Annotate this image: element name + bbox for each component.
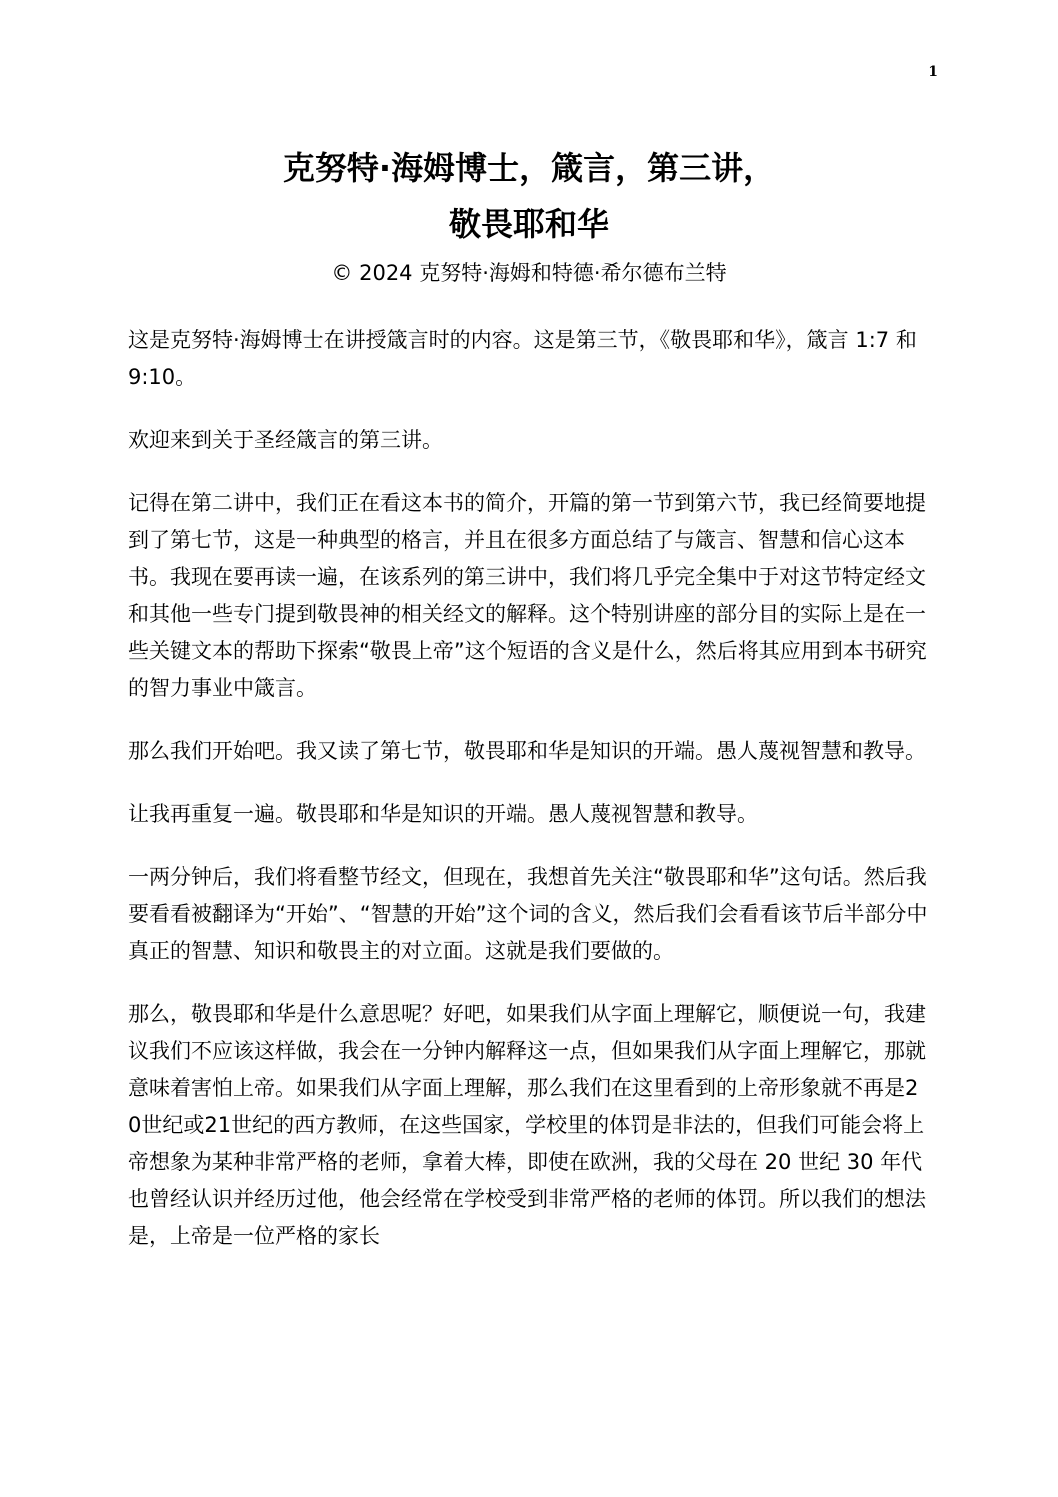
title-line-1: 克努特·海姆博士，箴言，第三讲， — [282, 149, 776, 187]
paragraph-5: 让我再重复一遍。敬畏耶和华是知识的开端。愚人蔑视智慧和教导。 — [128, 802, 758, 826]
paragraph-3: 记得在第二讲中，我们正在看这本书的简介，开篇的第一节到第六节，我已经简要地提到了第七节，这是一种典型的格言，并且在很多方面总结了与箴言、智慧和信心这本书。我现在要再读一遍，在该系列的第三讲中，我们将几乎完全集中于对这节特定经文和其他一些专门提到敬畏神的相关经文的解释。这个特别讲座的部分目的实际上是在一些关键文本的帮助下探索“敬畏上帝”这个短语的含义是什么，然后将其应用到本书研究的智力事业中箴言。 — [128, 491, 927, 700]
paragraph-4: 那么我们开始吧。我又读了第七节，敬畏耶和华是知识的开端。愚人蔑视智慧和教导。 — [128, 739, 926, 763]
copyright-line: © 2024 克努特·海姆和特德·希尔德布兰特 — [331, 261, 727, 285]
title-line-2: 敬畏耶和华 — [448, 205, 609, 243]
body-text — [128, 322, 930, 1281]
paragraph-7: 那么，敬畏耶和华是什么意思呢？好吧，如果我们从字面上理解它，顺便说一句，我建议我们不应该这样做，我会在一分钟内解释这一点，但如果我们从字面上理解它，那就意味着害怕上帝。如果我们从字面上理解，那么我们在这里看到的上帝形象就不再是20世纪或21世纪的西方教师，在这些国家，学校里的体罚是非法的，但我们可能会将上帝想象为某种非常严格的老师，拿着大棒，即使在欧洲，我的父母在 20 世纪 30 年代也曾经认识并经历过他，他会经常在学校受到非常严格的老师的体罚。所以我们的想法是，上帝是一位严格的家长 — [128, 1002, 926, 1248]
page-number: 1 — [928, 64, 938, 80]
paragraph-6: 一两分钟后，我们将看整节经文，但现在，我想首先关注“敬畏耶和华”这句话。然后我要看看被翻译为“开始”、“智慧的开始”这个词的含义，然后我们会看看该节后半部分中真正的智慧、知识和敬畏主的对立面。这就是我们要做的。 — [128, 865, 928, 963]
document-title — [0, 140, 1058, 252]
paragraph-1: 这是克努特·海姆博士在讲授箴言时的内容。这是第三节，《敬畏耶和华》，箴言 1:7 和 9:10。 — [128, 328, 917, 389]
paragraph-2: 欢迎来到关于圣经箴言的第三讲。 — [128, 428, 443, 452]
